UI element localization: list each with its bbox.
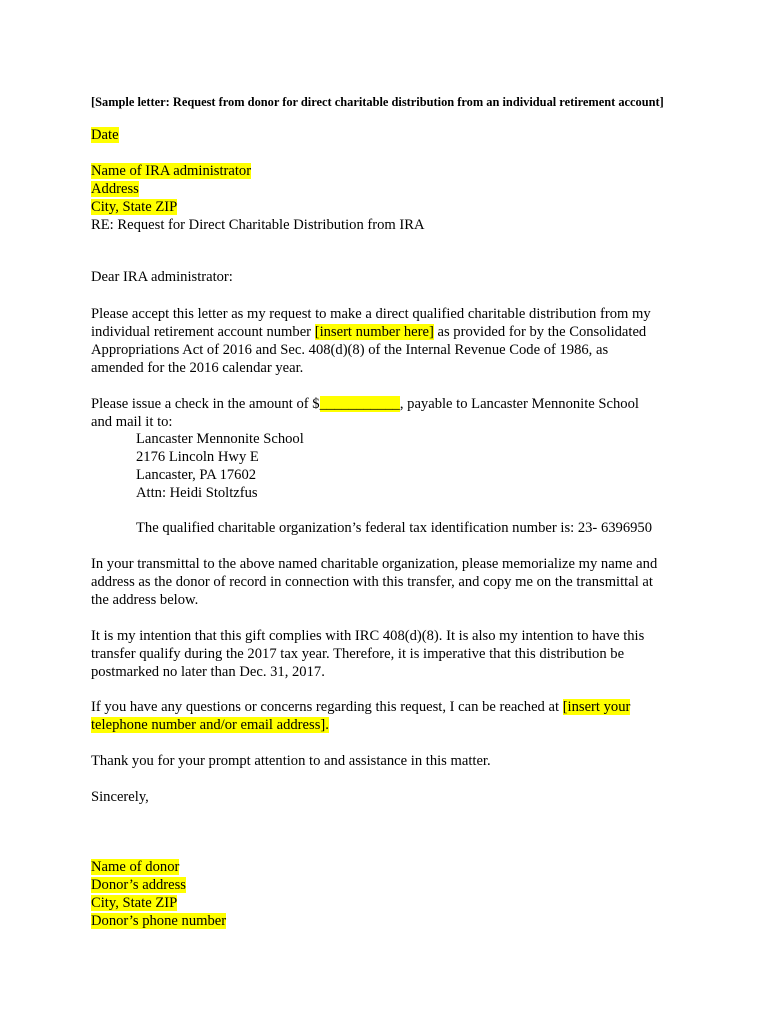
payee-street: 2176 Lincoln Hwy E: [136, 449, 259, 465]
recipient-city-placeholder: City, State ZIP: [91, 199, 178, 215]
donor-city-placeholder: City, State ZIP: [91, 895, 178, 911]
donor-address-placeholder: Donor’s address: [91, 877, 186, 893]
paragraph1-line2-text-before: individual retirement account number: [91, 324, 315, 340]
paragraph5-line1-text: If you have any questions or concerns regarding this request, I can be reached at: [91, 699, 563, 715]
date-placeholder: Date: [91, 127, 119, 143]
donor-phone-placeholder: Donor’s phone number: [91, 913, 227, 929]
paragraph2-line1-text-after: , payable to Lancaster Mennonite School: [399, 396, 639, 412]
paragraph1-line3: Appropriations Act of 2016 and Sec. 408(d)(8) of the Internal Revenue Code of 1986, as: [91, 342, 609, 358]
paragraph5-line1: [91, 698, 630, 716]
contact-placeholder-part2: telephone number and/or email address].: [91, 717, 329, 733]
amount-blank-placeholder: ___________: [319, 396, 400, 412]
paragraph4-line1: It is my intention that this gift complies with IRC 408(d)(8). It is also my intention to have this: [91, 628, 645, 644]
donor-phone-line: [91, 912, 226, 930]
recipient-name-line: [91, 162, 251, 180]
paragraph2-line1: [91, 395, 639, 413]
paragraph5-line2: [91, 716, 329, 734]
donor-name-line: [91, 858, 179, 876]
recipient-city-line: [91, 198, 177, 216]
paragraph4-line2: transfer qualify during the 2017 tax year. Therefore, it is imperative that this distribution be: [91, 646, 625, 662]
payee-name: Lancaster Mennonite School: [136, 431, 304, 447]
donor-city-line: [91, 894, 177, 912]
re-line: RE: Request for Direct Charitable Distribution from IRA: [91, 217, 425, 233]
paragraph1-line4: amended for the 2016 calendar year.: [91, 360, 304, 376]
date-line: [91, 126, 119, 144]
paragraph1-line2-text-after: as provided for by the Consolidated: [433, 324, 647, 340]
payee-city: Lancaster, PA 17602: [136, 467, 257, 483]
payee-attn: Attn: Heidi Stoltzfus: [136, 485, 258, 501]
contact-placeholder-part1: [insert your: [562, 699, 631, 715]
tax-id-line: The qualified charitable organization’s federal tax identification number is: 23- 6396950: [136, 520, 653, 536]
thank-you-line: Thank you for your prompt attention to and assistance in this matter.: [91, 753, 491, 769]
paragraph1-line1: Please accept this letter as my request to make a direct qualified charitable distribution from my: [91, 306, 651, 322]
paragraph3-line1: In your transmittal to the above named charitable organization, please memorialize my name and: [91, 556, 658, 572]
paragraph2-line2: and mail it to:: [91, 414, 173, 430]
account-number-placeholder: [insert number here]: [314, 324, 434, 340]
paragraph3-line3: the address below.: [91, 592, 199, 608]
recipient-name-placeholder: Name of IRA administrator: [91, 163, 252, 179]
paragraph2-line1-text-before: Please issue a check in the amount of $: [91, 396, 320, 412]
paragraph4-line3: postmarked no later than Dec. 31, 2017.: [91, 664, 325, 680]
donor-address-line: [91, 876, 186, 894]
salutation: Dear IRA administrator:: [91, 269, 233, 285]
sample-letter-heading: [Sample letter: Request from donor for direct charitable distribution from an individual retirement account]: [91, 95, 664, 109]
donor-name-placeholder: Name of donor: [91, 859, 180, 875]
paragraph1-line2: [91, 323, 646, 341]
closing: Sincerely,: [91, 789, 149, 805]
recipient-address-line: [91, 180, 139, 198]
paragraph3-line2: address as the donor of record in connection with this transfer, and copy me on the transmittal at: [91, 574, 653, 590]
recipient-address-placeholder: Address: [91, 181, 139, 197]
